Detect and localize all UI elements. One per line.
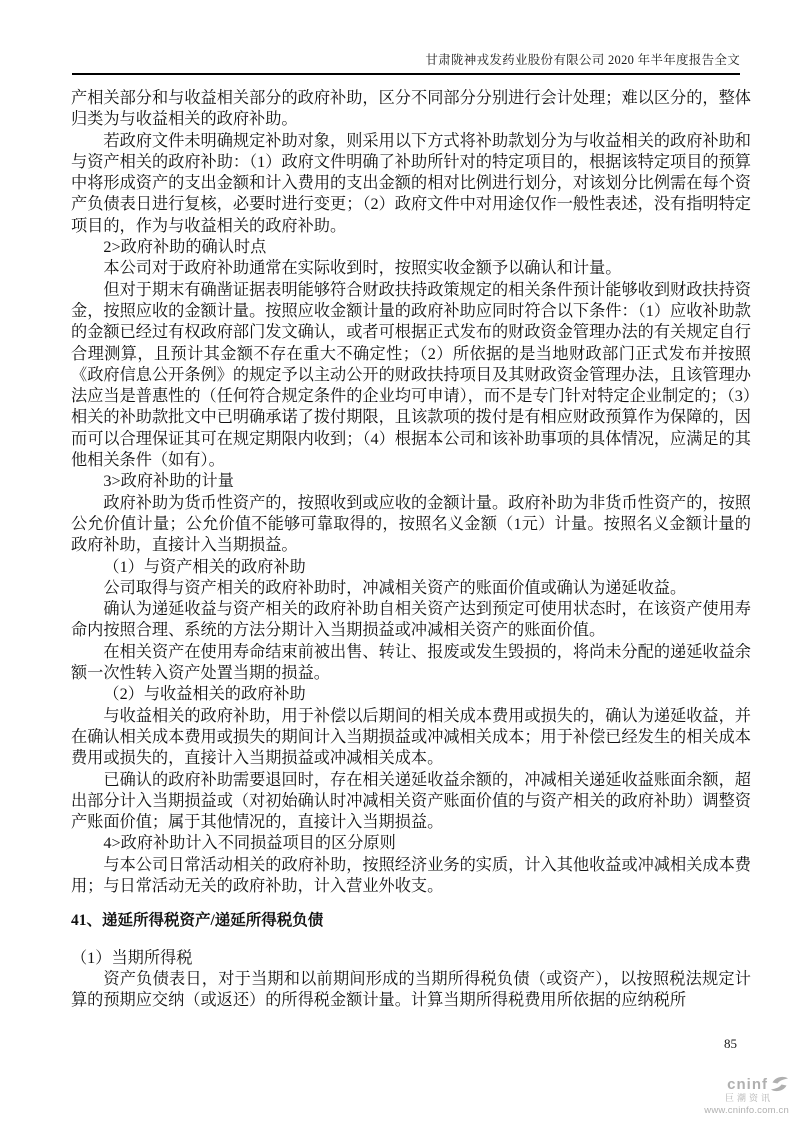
paragraph: 确认为递延收益与资产相关的政府补助自相关资产达到预定可使用状态时，在该资产使用寿命内按照合理、系统的方法分期计入当期损益或冲减相关资产的账面价值。 (71, 600, 751, 640)
sub-heading: （1）当期所得税 (71, 948, 193, 967)
paragraph: 产相关部分和与收益相关部分的政府补助，区分不同部分分别进行会计处理；难以区分的，整体归类为与收益相关的政府补助。 (71, 89, 751, 129)
paragraph: 与收益相关的政府补助，用于补偿以后期间的相关成本费用或损失的，确认为递延收益，并在确认相关成本费用或损失的期间计入当期损益或冲减相关成本；用于补偿已经发生的相关成本费用或损失的，直接计入当期损益或冲减相关成本。 (71, 706, 751, 768)
cninfo-url-text: www.cninfo.com.cn (704, 1105, 789, 1116)
cninfo-brand-text: cninf (727, 1075, 768, 1093)
header-rule (72, 73, 740, 75)
paragraph: 政府补助为货币性资产的，按照收到或应收的金额计量。政府补助为非货币性资产的，按照公允价值计量；公允价值不能够可靠取得的，按照名义金额（1元）计量。按照名义金额计量的政府补助，直接计入当期损益。 (71, 493, 751, 555)
paragraph: 2>政府补助的确认时点 (103, 238, 267, 257)
paragraph: （2）与收益相关的政府补助 (103, 685, 306, 704)
paragraph: 但对于期末有确凿证据表明能够符合财政扶持政策规定的相关条件预计能够收到财政扶持资金，按照应收的金额计量。按照应收金额计量的政府补助应同时符合以下条件：（1）应收补助款的金额已经过有权政府部门发文确认，或者可根据正式发布的财政资金管理办法的有关规定自行合理测算，且预计其金额不存在重大不确定性；（2）所依据的是当地财政部门正式发布并按照《政府信息公开条例》的规定予以主动公开的财政扶持项目及其财政资金管理办法，且该管理办法应当是普惠性的（任何符合规定条件的企业均可申请），而不是专门针对特定企业制定的；（3）相关的补助款批文中已明确承诺了拨付期限，且该款项的拨付是有相应财政预算作为保障的，因而可以合理保证其可在规定期限内收到；（4）根据本公司和该补助事项的具体情况，应满足的其他相关条件（如有）。 (71, 280, 751, 470)
paragraph: 与本公司日常活动相关的政府补助，按照经济业务的实质，计入其他收益或冲减相关成本费用；与日常活动无关的政府补助，计入营业外收支。 (71, 855, 751, 895)
document-body (71, 88, 751, 1011)
paragraph: 资产负债表日，对于当期和以前期间形成的当期所得税负债（或资产），以按照税法规定计算的预期应交纳（或返还）的所得税金额计量。计算当期所得税费用所依据的应纳税所 (71, 969, 751, 1010)
page-header-title: 甘肃陇神戎发药业股份有限公司 2020 年半年度报告全文 (425, 53, 740, 67)
paragraph: （1）与资产相关的政府补助 (103, 557, 306, 576)
cninfo-swirl-icon (770, 1076, 789, 1092)
section-heading: 41、递延所得税资产/递延所得税负债 (71, 912, 324, 930)
paragraph: 在相关资产在使用寿命结束前被出售、转让、报废或发生毁损的，将尚未分配的递延收益余额一次性转入资产处置当期的损益。 (71, 642, 751, 683)
paragraph: 公司取得与资产相关的政府补助时，冲减相关资产的账面价值或确认为递延收益。 (103, 578, 687, 597)
paragraph: 若政府文件未明确规定补助对象，则采用以下方式将补助款划分为与收益相关的政府补助和与资产相关的政府补助：（1）政府文件明确了补助所针对的特定项目的，根据该特定项目的预算中将形成资产的支出金额和计入费用的支出金额的相对比例进行划分，对该划分比例需在每个资产负债表日进行复核，必要时进行变更；（2）政府文件中对用途仅作一般性表述，没有指明特定项目的，作为与收益相关的政府补助。 (71, 131, 751, 235)
paragraph: 4>政府补助计入不同损益项目的区分原则 (103, 834, 396, 853)
cninfo-chinese-name: 巨潮资讯 (724, 1093, 773, 1103)
cninfo-logo (689, 1076, 789, 1116)
paragraph: 已确认的政府补助需要退回时，存在相关递延收益余额的，冲减相关递延收益账面余额，超出部分计入当期损益或（对初始确认时冲减相关资产账面价值的与资产相关的政府补助）调整资产账面价值；属于其他情况的，直接计入当期损益。 (71, 770, 751, 832)
paragraph: 本公司对于政府补助通常在实际收到时，按照实收金额予以确认和计量。 (103, 259, 622, 278)
cninfo-logo-row (689, 1076, 789, 1092)
page-number: 85 (724, 1036, 737, 1051)
paragraph: 3>政府补助的计量 (103, 472, 234, 491)
